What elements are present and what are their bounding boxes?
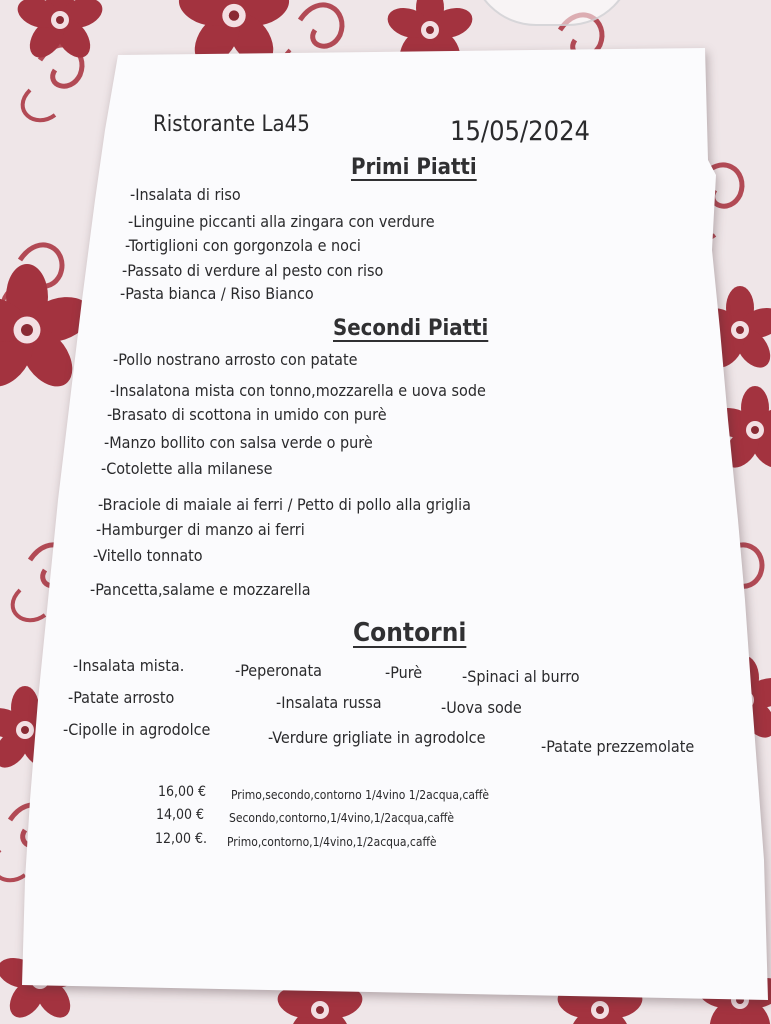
contorni-item: -Insalata mista. (73, 656, 185, 675)
primi-item: -Pasta bianca / Riso Bianco (120, 284, 314, 303)
primi-item: -Tortiglioni con gorgonzola e noci (125, 236, 361, 255)
primi-item: -Passato di verdure al pesto con riso (122, 261, 384, 280)
contorni-item: -Verdure grigliate in agrodolce (268, 728, 486, 747)
secondi-item: -Pancetta,salame e mozzarella (90, 580, 311, 599)
primi-item: -Linguine piccanti alla zingara con verdure (128, 212, 435, 231)
price-description: Primo,contorno,1/4vino,1/2acqua,caffè (227, 835, 437, 849)
secondi-item: -Braciole di maiale ai ferri / Petto di pollo alla griglia (98, 495, 471, 514)
price-description: Secondo,contorno,1/4vino,1/2acqua,caffè (229, 811, 455, 825)
section-title-primi: Primi Piatti (351, 155, 477, 180)
contorni-item: -Patate prezzemolate (541, 737, 695, 756)
price-description: Primo,secondo,contorno 1/4vino 1/2acqua,caffè (231, 788, 490, 802)
contorni-item: -Purè (385, 663, 423, 682)
section-title-secondi: Secondi Piatti (333, 316, 489, 341)
secondi-item: -Pollo nostrano arrosto con patate (113, 350, 358, 369)
contorni-item: -Patate arrosto (68, 688, 175, 707)
primi-item: -Insalata di riso (130, 185, 241, 204)
price-amount: 14,00 € (156, 807, 205, 823)
contorni-item: -Peperonata (235, 661, 322, 680)
contorni-item: -Insalata russa (276, 693, 382, 712)
secondi-item: -Cotolette alla milanese (101, 459, 273, 478)
contorni-item: -Spinaci al burro (462, 667, 580, 686)
secondi-item: -Hamburger di manzo ai ferri (96, 520, 305, 539)
contorni-item: -Cipolle in agrodolce (63, 720, 211, 739)
contorni-item: -Uova sode (441, 698, 522, 717)
secondi-item: -Insalatona mista con tonno,mozzarella e uova sode (110, 381, 486, 400)
price-amount: 12,00 €. (155, 831, 208, 847)
secondi-item: -Manzo bollito con salsa verde o purè (104, 433, 373, 452)
secondi-item: -Brasato di scottona in umido con purè (107, 405, 387, 424)
menu-date: 15/05/2024 (450, 116, 590, 147)
price-amount: 16,00 € (158, 784, 207, 800)
secondi-item: -Vitello tonnato (93, 546, 203, 565)
section-title-contorni: Contorni (353, 618, 467, 648)
restaurant-name: Ristorante La45 (153, 112, 310, 137)
